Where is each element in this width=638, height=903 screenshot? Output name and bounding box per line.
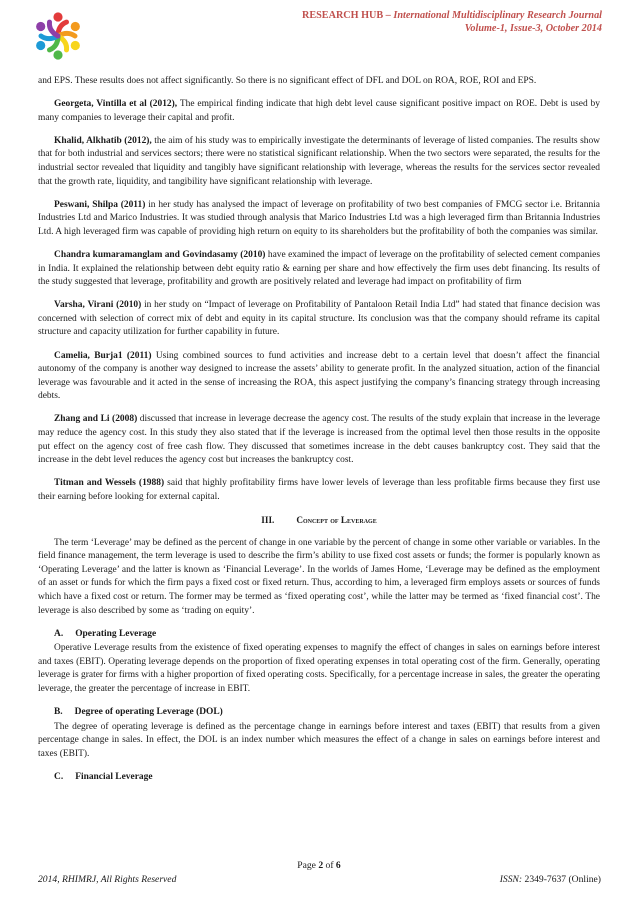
subsection-heading [54, 628, 600, 642]
citation-author: Khalid, Alkhatib (2012), [54, 135, 152, 146]
copyright-notice: 2014, RHIMRJ, All Rights Reserved [38, 874, 177, 885]
subsection-letter: B. [54, 707, 63, 718]
paragraph-text: in her study has analysed the impact of leverage on profitability of two best companies of FMCG sector i.e. Britannia Industries Ltd and Marico Industries. It was studied through analysis that Marico Industries Ltd was a high leveraged firm than Britannia Industries Ltd. A high leveraged firm was capable of providing high return on equity to its shareholders but the profitability of both the companies was similar. [38, 199, 600, 237]
citation-author: Camelia, Burja1 (2011) [54, 350, 152, 361]
paragraph-text: said that highly profitability firms have lower levels of leverage than less profitable firms because they first use their earning before looking for external capital. [38, 478, 600, 502]
paragraph [38, 249, 600, 290]
paragraph-text: have examined the impact of leverage on the profitability of selected cement companies in India. It explained the relationship between debt equity ratio & earning per share and how effectively the firm uses debt financing. Its results of the study suggested that leverage, profitability and growth are positively related and leverage had impact on profitability of firm [38, 249, 600, 288]
paragraph [38, 477, 600, 504]
journal-name: RESEARCH HUB [301, 10, 384, 21]
journal-logo [28, 8, 88, 64]
issn-label: ISSN: [499, 874, 523, 885]
paragraph: The term ‘Leverage’ may be defined as the percent of change in one variable by the percent of change in some other variable or variables. In the field finance management, the term leverage is used to describe the firm’s ability to use fixed cost assets or funds; the former is popularly known as ‘Operating Leverage’ and the latter is known as ‘Financial Leverage’. In the worlds of James Home, ‘Leverage may be defined as the employment of an asset or funds for which the firm pays a fixed cost or fixed return. Thus, according to him, a leveraged firm employs assets or sources of funds which have a fixed cost or return. The former may be termed as ‘fixed operating cost’, while the latter may be termed as ‘fixed financial cost’. The leverage is also described by some as ‘trading on equity’. [38, 537, 600, 616]
logo-figure-head [53, 12, 62, 21]
citation-author: Zhang and Li (2008) [54, 414, 138, 425]
paragraph [38, 199, 600, 240]
page-total: 6 [335, 860, 341, 871]
paragraph-text: discussed that increase in leverage decrease the agency cost. The results of the study explain that increase in the leverage may reduce the agency cost. In this study they also stated that if the leverage is increased from the optimal level then those results in the opposite put effect on the agency cost of free cash flow. They discussed that sometimes increase in the debt causes bankruptcy cost. They said that the increase in the debt level reduces the agency cost but increases the bankruptcy cost. [38, 414, 600, 466]
page-header [0, 0, 638, 68]
paragraph [38, 350, 600, 404]
citation-author: Georgeta, Vintilla et al (2012), [54, 99, 178, 110]
paragraph: Operative Leverage results from the existence of fixed operating expenses to magnify the effect of changes in sales on earnings before interest and taxes (EBIT). Operating leverage depends on the proportion of fixed operating expenses in total operating cost of the firm. Generally, operating leverage is grater for firms with a higher proportion of fixed operating costs. Specifically, for a percentage increase in sales, the greater the operating leverage, the greater the percentage of increase in EBIT. [38, 643, 600, 694]
citation-author: Chandra kumaramanglam and Govindasamy (2010) [54, 249, 266, 260]
issn-value: 2349-7637 (Online) [522, 874, 601, 885]
paragraph-text: the aim of his study was to empirically investigate the determinants of leverage of listed companies. The results show that for both industrial and services sectors; there were no statistical significant relationship. When the two sectors were separated, the results for the industrial sector revealed that liquidity and tangibly have significant relationship with leverage, whereas the results for the services sector revealed that the growth rate, liquidity, and tangibility have significant relationship with leverage. [38, 135, 600, 187]
paragraph: The degree of operating leverage is defined as the percentage change in earnings before interest and taxes (EBIT) that results from a given percentage change in sales. In effect, the DOL is an index number which measures the effect of a change in sales on earnings before interest and taxes (EBIT). [38, 721, 600, 759]
logo-figure-head [53, 50, 62, 59]
page-label: Page [297, 860, 319, 871]
paragraph-text: Using combined sources to fund activities and increase debt to a certain level that doesn’t affect the financial autonomy of the company is another way designed to increase the assets’ ability to generate profit. In the analyzed situation, action of the financial leverage was favourable and it acted in the sense of increasing the ROA, this aspect justifying the company’s financing strategy through increasing debts. [38, 350, 601, 402]
subsection-title: Operating Leverage [75, 628, 157, 639]
page-current: 2 [318, 860, 324, 871]
paragraph [38, 413, 600, 467]
section-number: III. [261, 514, 275, 525]
paragraph [38, 299, 600, 340]
logo-figure-head [36, 22, 45, 31]
paragraph-text: The empirical finding indicate that high debt level cause significant positive impact on ROE. Debt is used by many companies to leverage their capital and profit. [38, 99, 600, 123]
journal-dash: – [383, 10, 394, 21]
subsection-heading [54, 771, 600, 785]
journal-title-block [302, 9, 602, 35]
subsection-letter: C. [54, 771, 64, 782]
logo-figure-head [71, 41, 80, 50]
paragraph-text: in her study on “Impact of leverage on Profitability of Pantaloon Retail India Ltd” had stated that finance decision was concerned with selection of correct mix of debt and equity in its capital structure. Its conclusion was that the company should reframe its capital structure and capacity utilization for further capability in future. [38, 300, 600, 338]
section-heading [38, 514, 600, 528]
logo-figure-head [36, 41, 45, 50]
issn-notice [500, 874, 601, 885]
paragraph: and EPS. These results does not affect significantly. So there is no significant effect of DFL and DOL on ROA, ROE, ROI and EPS. [38, 76, 537, 86]
subsection-title: Financial Leverage [75, 771, 153, 782]
paragraph [38, 98, 600, 125]
citation-author: Peswani, Shilpa (2011) [54, 199, 146, 210]
citation-author: Titman and Wessels (1988) [54, 478, 165, 489]
subsection-heading [54, 706, 600, 720]
paragraph [38, 135, 600, 189]
page-of: of [323, 860, 336, 871]
journal-subtitle: International Multidisciplinary Research Journal [393, 10, 602, 21]
subsection-title: Degree of operating Leverage (DOL) [74, 707, 223, 718]
journal-volume: Volume-1, Issue-3, October 2014 [464, 23, 602, 34]
journal-title-line [302, 9, 602, 22]
section-title: Concept of Leverage [296, 514, 377, 525]
citation-author: Varsha, Virani (2010) [54, 300, 142, 311]
logo-figure-head [71, 22, 80, 31]
article-body [38, 75, 600, 786]
page-number [0, 860, 638, 871]
subsection-letter: A. [54, 628, 64, 639]
